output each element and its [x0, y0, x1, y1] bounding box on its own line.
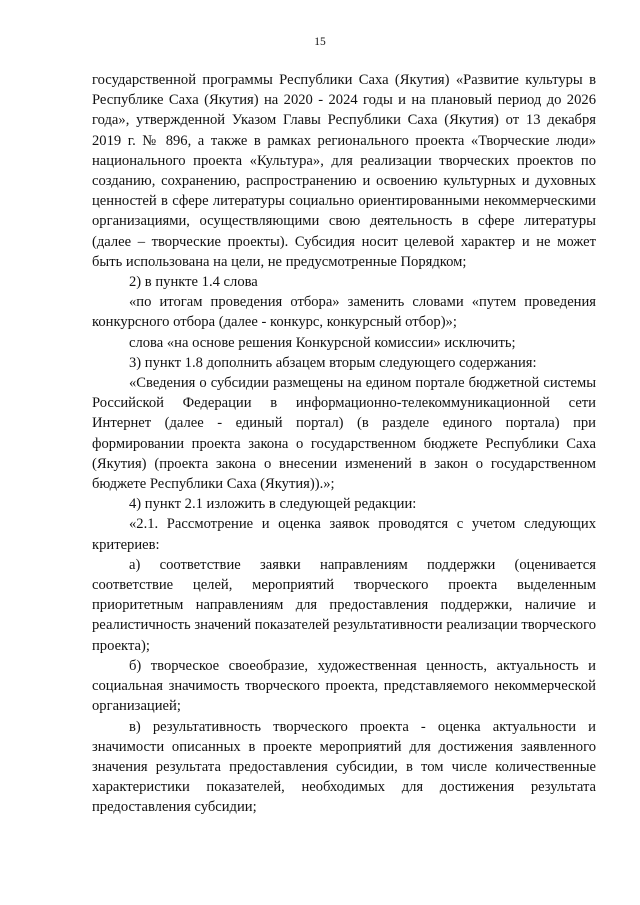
paragraph-criteria-intro: «2.1. Рассмотрение и оценка заявок проводятся с учетом следующих критериев: — [92, 516, 596, 553]
document-body — [92, 70, 596, 818]
page-number: 15 — [314, 36, 326, 48]
paragraph-subsidy-info: «Сведения о субсидии размещены на едином портале бюджетной системы Российской Федерации в информационно-телекоммуникационной сети Интернет (далее - единый портал) (в разделе единого портала) при формировании проекта закона о государственном бюджете Республики Саха (Якутия) (проекта закона о внесении изменений в закон о государственном бюджете Республики Саха (Якутия)).»; — [92, 375, 596, 493]
paragraph-criterion-b: б) творческое своеобразие, художественная ценность, актуальность и социальная значимость творческого проекта, представляемого некоммерческой организацией; — [92, 657, 596, 715]
paragraph-program-purpose: государственной программы Республики Саха (Якутия) «Развитие культуры в Республике Саха (Якутия) на 2020 - 2024 годы и на плановый период до 2026 года», утвержденной Указом Главы Республики Саха (Якутия) от 13 декабря 2019 г. № 896, а также в рамках регионального проекта «Творческие люди» национального проекта «Культура», для реализации творческих проектов по созданию, сохранению, распространению и освоению культурных и духовных ценностей в сфере литературы социально ориентированными некоммерческими организациями, осуществляющими свою деятельность в сфере литературы (далее – творческие проекты). Субсидия носит целевой характер и не может быть использована на цели, не предусмотренные Порядком; — [92, 72, 596, 270]
paragraph-criterion-v: в) результативность творческого проекта - оценка актуальности и значимости описанных в проекте мероприятий для достижения заявленного значения результата предоставления субсидии, в том числе количественные характеристики показателей, необходимых для достижения результата предоставления субсидии; — [92, 718, 596, 816]
paragraph-criterion-a: а) соответствие заявки направлениям поддержки (оценивается соответствие целей, мероприятий творческого проекта выделенным приоритетным направлениям для предоставления поддержки, наличие и реалистичность значений показателей результативности реализации творческого проекта); — [92, 556, 596, 654]
paragraph-item-3: 3) пункт 1.8 дополнить абзацем вторым следующего содержания: — [129, 354, 537, 371]
paragraph-replace-words: «по итогам проведения отбора» заменить словами «путем проведения конкурсного отбора (далее - конкурс, конкурсный отбор)»; — [92, 294, 596, 331]
paragraph-exclude-words: слова «на основе решения Конкурсной комиссии» исключить; — [129, 334, 516, 351]
paragraph-item-2: 2) в пункте 1.4 слова — [129, 274, 258, 291]
paragraph-item-4: 4) пункт 2.1 изложить в следующей редакции: — [129, 496, 417, 513]
